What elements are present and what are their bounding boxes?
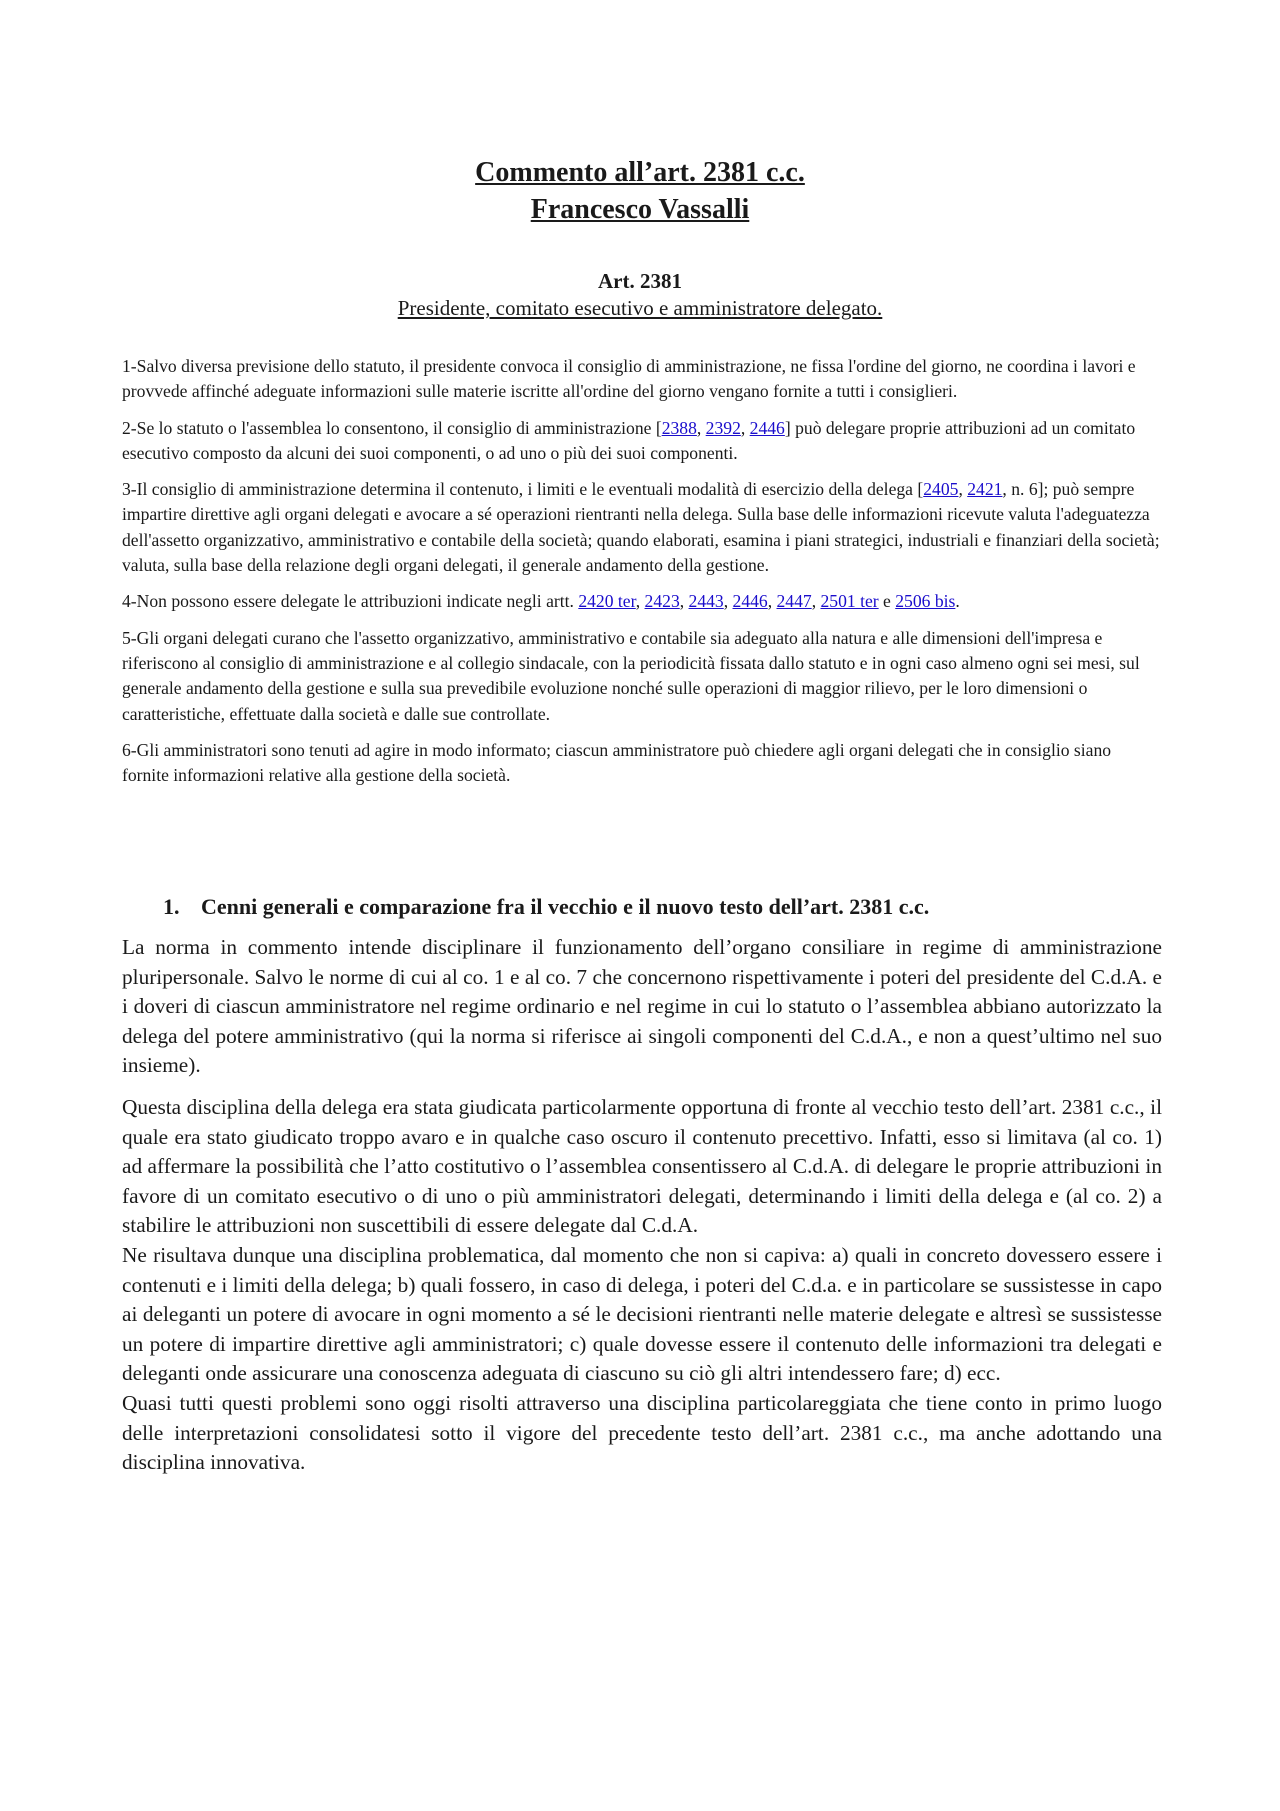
body-paragraph: Questa disciplina della delega era stata giudicata particolarmente opportuna di fronte al vecchio testo dell’art. 2381 c.c., il quale era stato giudicato troppo avaro e in qualche caso oscuro il contenuto precettivo. Infatti, esso si limitava (al co. 1) ad affermare la possibilità che l’atto costitutivo o l’assemblea consentissero al C.d.A. di delegare le proprie attribuzioni in favore di un comitato esecutivo o di uno o più amministratori delegati, determinando i limiti della delega e (al co. 2) a stabilire le attribuzioni non suscettibili di essere delegate dal C.d.A. bbox=[122, 1094, 1162, 1238]
section-number: 1. bbox=[163, 894, 180, 919]
section-heading bbox=[163, 893, 1163, 921]
document-title: Commento all’art. 2381 c.c. bbox=[475, 157, 805, 188]
ref-link-2446[interactable]: 2446 bbox=[749, 417, 785, 438]
article-number: Art. 2381 bbox=[598, 269, 682, 293]
law-paragraph-2: 2-Se lo statuto o l'assemblea lo consentono, il consiglio di amministrazione [2388, 2392, 2446] può delegare proprie attribuzioni ad un comitato esecutivo composto da alcuni dei suoi componenti, o ad uno o più dei suoi componenti. bbox=[122, 417, 1136, 463]
ref-link-2421[interactable]: 2421 bbox=[967, 479, 1003, 500]
ref-link-2506-bis[interactable]: 2506 bis bbox=[895, 591, 956, 612]
ref-link-2405[interactable]: 2405 bbox=[923, 479, 959, 500]
document-author: Francesco Vassalli bbox=[530, 194, 750, 225]
ref-link-2447[interactable]: 2447 bbox=[776, 591, 812, 612]
ref-link-2423[interactable]: 2423 bbox=[644, 591, 680, 612]
ref-link-2420-ter[interactable]: 2420 ter bbox=[578, 591, 636, 612]
article-heading: Presidente, comitato esecutivo e amministratore delegato. bbox=[397, 296, 883, 320]
ref-link-2443[interactable]: 2443 bbox=[688, 591, 724, 612]
law-text bbox=[122, 354, 1162, 799]
ref-link-2501-ter[interactable]: 2501 ter bbox=[820, 591, 879, 612]
body-paragraph: Quasi tutti questi problemi sono oggi risolti attraverso una disciplina particolareggiata che tiene conto in primo luogo delle interpretazioni consolidatesi sotto il vigore del precedente testo dell’art. 2381 c.c., ma anche adottando una disciplina innovativa. bbox=[122, 1390, 1162, 1475]
body-paragraph: Ne risultava dunque una disciplina problematica, dal momento che non si capiva: a) quali in concreto dovessero essere i contenuti e i limiti della delega; b) quali fossero, in caso di delega, i poteri del C.d.a. e in particolare se sussistesse in capo ai deleganti un potere di avocare in ogni momento a sé le decisioni rientranti nelle materie delegate e altresì se sussistesse un potere di impartire direttive agli amministratori; c) quale dovesse essere il contenuto delle informazioni tra delegati e deleganti onde assicurare una conoscenza adeguata di ciascuno su ciò gli altri intendessero fare; d) ecc. bbox=[122, 1242, 1162, 1386]
law-paragraph-4: 4-Non possono essere delegate le attribuzioni indicate negli artt. 2420 ter, 2423, 2443, 2446, 2447, 2501 ter e 2506 bis. bbox=[122, 591, 960, 612]
section-title: Cenni generali e comparazione fra il vecchio e il nuovo testo dell’art. 2381 c.c. bbox=[201, 894, 930, 919]
ref-link-2446[interactable]: 2446 bbox=[732, 591, 768, 612]
section-body bbox=[122, 933, 1162, 1478]
law-paragraph-5: 5-Gli organi delegati curano che l'assetto organizzativo, amministrativo e contabile sia adeguato alla natura e alle dimensioni dell'impresa e riferiscono al consiglio di amministrazione e al collegio sindacale, con la periodicità fissata dallo statuto e in ogni caso almeno ogni sei mesi, sul generale andamento della gestione e sulla sua prevedibile evoluzione nonché sulle operazioni di maggior rilievo, per le loro dimensioni o caratteristiche, effettuate dalla società e dalle sue controllate. bbox=[122, 627, 1140, 724]
law-paragraph-3: 3-Il consiglio di amministrazione determina il contenuto, i limiti e le eventuali modalità di esercizio della delega [2405, 2421, n. 6]; può sempre impartire direttive agli organi delegati e avocare a sé operazioni rientranti nella delega. Sulla base delle informazioni ricevute valuta l'adeguatezza dell'assetto organizzativo, amministrativo e contabile della società; quando elaborati, esamina i piani strategici, industriali e finanziari della società; valuta, sulla base della relazione degli organi delegati, il generale andamento della gestione. bbox=[122, 479, 1160, 576]
law-paragraph-6: 6-Gli amministratori sono tenuti ad agire in modo informato; ciascun amministratore può chiedere agli organi delegati che in consiglio siano fornite informazioni relative alla gestione della società. bbox=[122, 739, 1112, 786]
ref-link-2392[interactable]: 2392 bbox=[705, 417, 741, 438]
body-paragraph: La norma in commento intende disciplinare il funzionamento dell’organo consiliare in regime di amministrazione pluripersonale. Salvo le norme di cui al co. 1 e al co. 7 che concernono rispettivamente i poteri del presidente del C.d.A. e i doveri di ciascun amministratore nel regime ordinario e nel regime in cui lo statuto o l’assemblea abbiano autorizzato la delega del potere amministrativo (qui la norma si riferisce ai singoli componenti del C.d.A., e non a quest’ultimo nel suo insieme). bbox=[122, 935, 1162, 1078]
law-paragraph-1: 1-Salvo diversa previsione dello statuto, il presidente convoca il consiglio di amministrazione, ne fissa l'ordine del giorno, ne coordina i lavori e provvede affinché adeguate informazioni sulle materie iscritte all'ordine del giorno vengano fornite a tutti i consiglieri. bbox=[122, 356, 1136, 402]
ref-link-2388[interactable]: 2388 bbox=[661, 417, 697, 438]
